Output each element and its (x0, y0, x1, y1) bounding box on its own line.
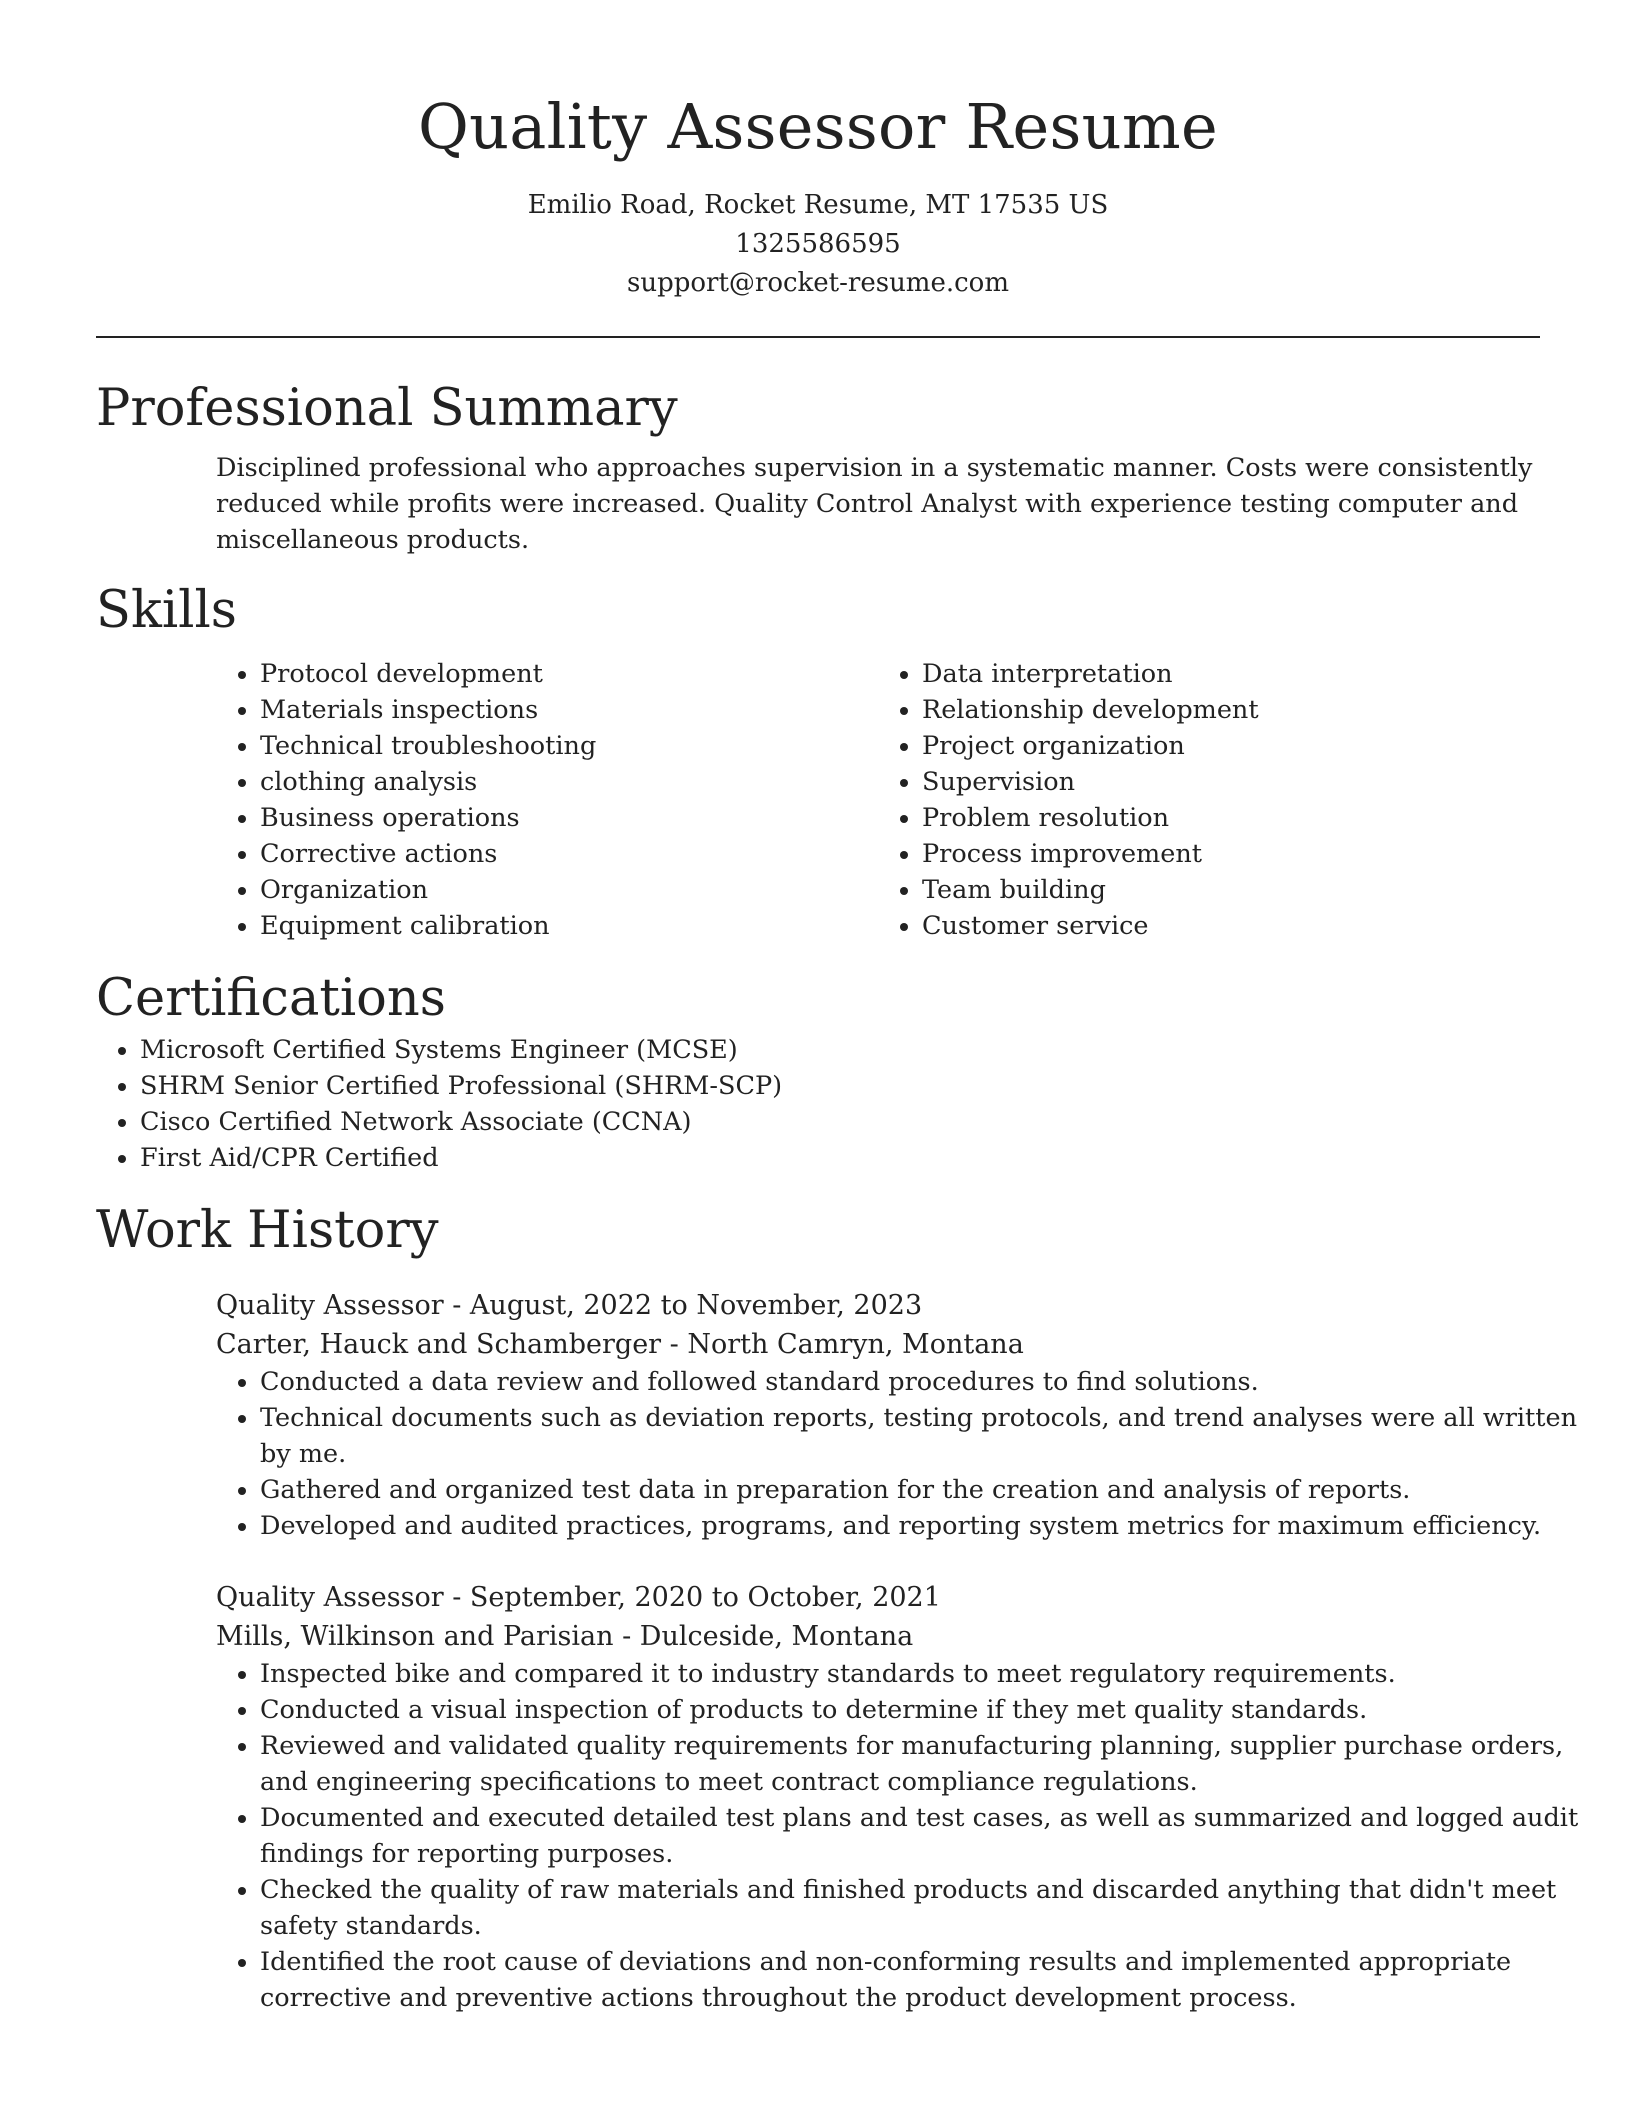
skill-item: • Organization (260, 872, 878, 908)
work-history-section (96, 1198, 1579, 2016)
certifications-section (96, 966, 1540, 1176)
job-entry (216, 1578, 1579, 2016)
summary-text: Disciplined professional who approaches supervision in a systematic manner. Costs were consistently reduced while profits were increased. Quality Control Analyst with experience testing computer and miscellaneous products. (216, 453, 1533, 555)
skill-item: • Data interpretation (922, 656, 1540, 692)
summary-section (96, 376, 1540, 558)
job-company-location: Carter, Hauck and Schamberger - North Camryn, Montana (216, 1329, 1024, 1360)
job-duty: • Identified the root cause of deviations and non-conforming results and implemented appropriate corrective and preventive actions throughout the product development process. (260, 1944, 1584, 2016)
job-duty: • Technical documents such as deviation reports, testing protocols, and trend analyses were all written by me. (260, 1400, 1584, 1472)
skill-item: • Corrective actions (260, 836, 878, 872)
skill-item: • clothing analysis (260, 764, 878, 800)
job-duty: • Documented and executed detailed test plans and test cases, as well as summarized and logged audit findings for reporting purposes. (260, 1800, 1584, 1872)
summary-heading: Professional Summary (96, 379, 678, 438)
contact-phone: 1325586595 (735, 229, 901, 259)
job-duty: • Gathered and organized test data in preparation for the creation and analysis of reports. (260, 1472, 1584, 1508)
contact-email: support@rocket-resume.com (626, 268, 1009, 298)
skill-item: • Protocol development (260, 656, 878, 692)
header-divider (96, 336, 1540, 338)
skills-columns (216, 656, 1540, 944)
job-duty: • Reviewed and validated quality requirements for manufacturing planning, supplier purchase orders, and engineering specifications to meet contract compliance regulations. (260, 1728, 1584, 1800)
certifications-heading: Certifications (96, 969, 446, 1028)
job-duties-list (216, 1364, 1584, 1544)
resume-header (96, 0, 1540, 303)
job-title-dates: Quality Assessor - August, 2022 to November, 2023 (216, 1290, 923, 1321)
skill-item: • Business operations (260, 800, 878, 836)
job-duty: • Inspected bike and compared it to industry standards to meet regulatory requirements. (260, 1656, 1584, 1692)
skills-section (96, 578, 1540, 944)
skill-item: • Process improvement (922, 836, 1540, 872)
contact-address: Emilio Road, Rocket Resume, MT 17535 US (527, 190, 1109, 220)
certification-item: • First Aid/CPR Certified (140, 1140, 1540, 1176)
skill-item: • Team building (922, 872, 1540, 908)
resume-title: Quality Assessor Resume (418, 90, 1218, 163)
skill-item: • Customer service (922, 908, 1540, 944)
skill-item: • Equipment calibration (260, 908, 878, 944)
skill-item: • Technical troubleshooting (260, 728, 878, 764)
certification-item: • Microsoft Certified Systems Engineer (MCSE) (140, 1032, 1540, 1068)
job-duty: • Conducted a data review and followed standard procedures to find solutions. (260, 1364, 1584, 1400)
skill-item: • Problem resolution (922, 800, 1540, 836)
skills-list-right (878, 656, 1540, 944)
job-duty: • Developed and audited practices, programs, and reporting system metrics for maximum efficiency. (260, 1508, 1584, 1544)
skill-item: • Relationship development (922, 692, 1540, 728)
job-entry (216, 1286, 1578, 1544)
job-company-location: Mills, Wilkinson and Parisian - Dulceside, Montana (216, 1621, 914, 1652)
certification-item: • Cisco Certified Network Associate (CCNA) (140, 1104, 1540, 1140)
skill-item: • Materials inspections (260, 692, 878, 728)
skill-item: • Supervision (922, 764, 1540, 800)
job-duty: • Conducted a visual inspection of products to determine if they met quality standards. (260, 1692, 1584, 1728)
certifications-list (96, 1032, 1540, 1176)
job-duties-list (216, 1656, 1584, 2016)
work-history-heading: Work History (96, 1201, 439, 1260)
certification-item: • SHRM Senior Certified Professional (SHRM-SCP) (140, 1068, 1540, 1104)
job-title-dates: Quality Assessor - September, 2020 to October, 2021 (216, 1582, 941, 1613)
resume-page (96, 0, 1579, 2016)
skills-list-left (216, 656, 878, 944)
skills-heading: Skills (96, 581, 237, 640)
skill-item: • Project organization (922, 728, 1540, 764)
job-duty: • Checked the quality of raw materials and finished products and discarded anything that didn't meet safety standards. (260, 1872, 1584, 1944)
contact-info (96, 186, 1540, 303)
